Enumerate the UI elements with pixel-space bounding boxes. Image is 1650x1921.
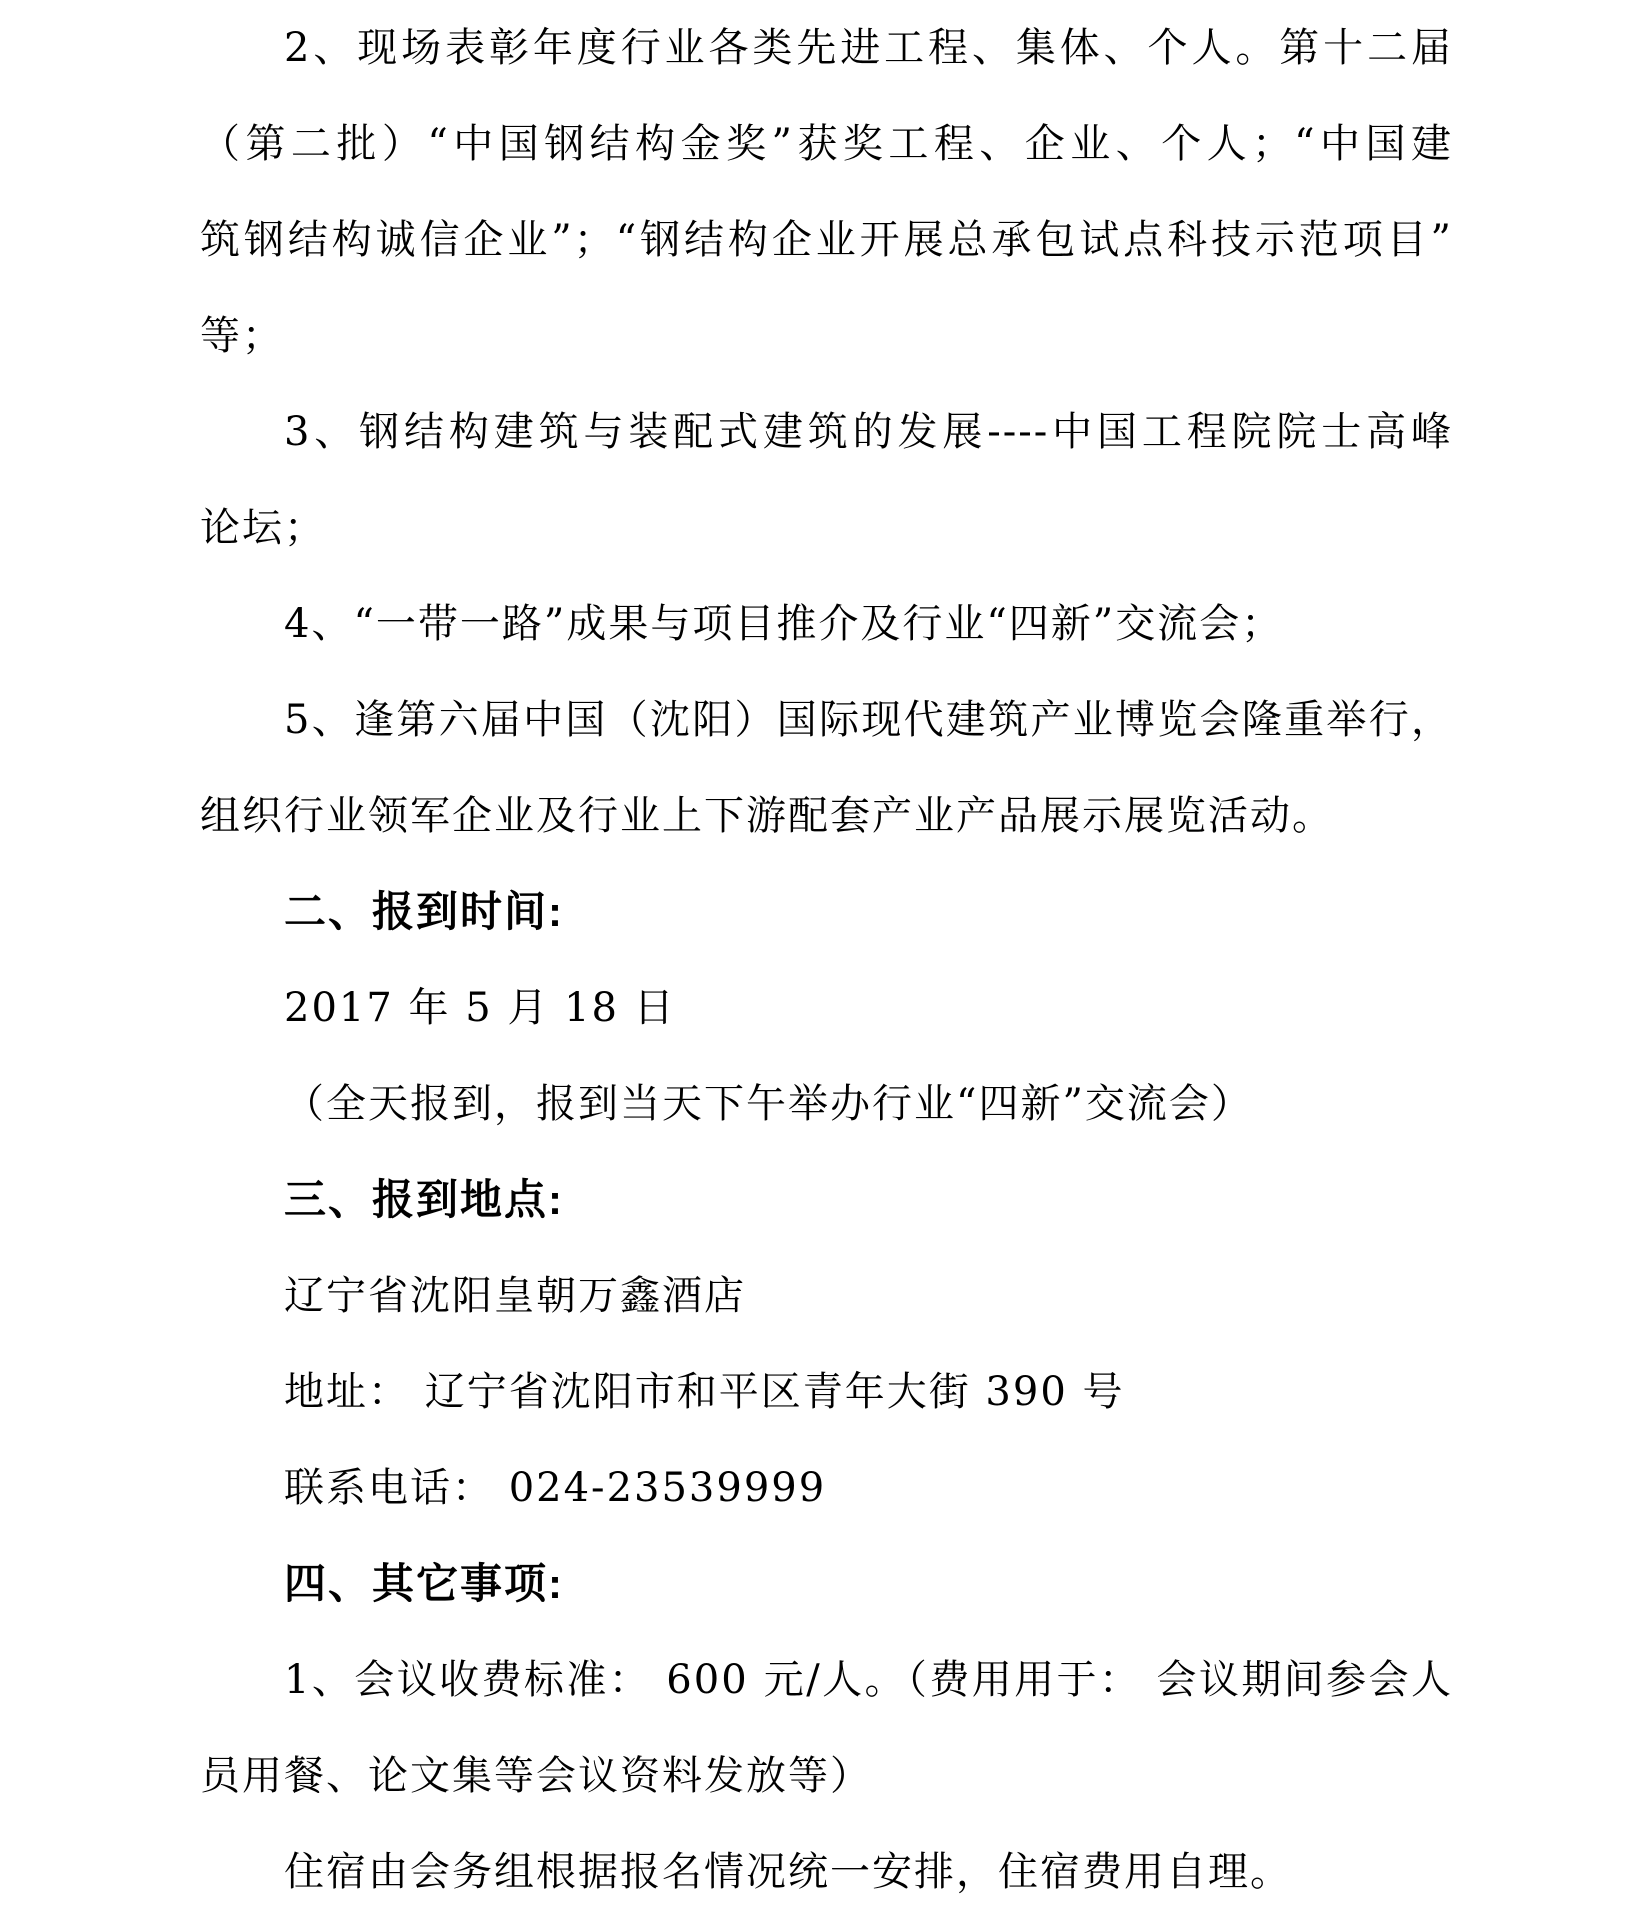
text-line: 员用餐、论文集等会议资料发放等）: [200, 1753, 872, 1799]
text-line: 组织行业领军企业及行业上下游配套产业产品展示展览活动。: [200, 793, 1334, 839]
text-line: 3、钢结构建筑与装配式建筑的发展----中国工程院院士高峰: [284, 409, 1453, 455]
text-line: 等；: [200, 313, 284, 359]
text-line: 辽宁省沈阳皇朝万鑫酒店: [284, 1273, 746, 1319]
text-line: 住宿由会务组根据报名情况统一安排，住宿费用自理。: [284, 1849, 1292, 1895]
text-line: （全天报到，报到当天下午举办行业“四新”交流会）: [284, 1081, 1253, 1127]
text-line: 论坛；: [200, 505, 326, 551]
text-line: 2、现场表彰年度行业各类先进工程、集体、个人。第十二届: [284, 25, 1453, 71]
text-line: 4、“一带一路”成果与项目推介及行业“四新”交流会；: [284, 601, 1284, 647]
text-line: 2017 年 5 月 18 日: [284, 985, 676, 1031]
text-line: （第二批）“中国钢结构金奖”获奖工程、企业、个人；“中国建: [200, 121, 1453, 167]
section-heading: 四、其它事项:: [284, 1560, 564, 1607]
document-body: [200, 0, 1453, 1920]
section-heading: 二、报到时间:: [284, 888, 564, 935]
text-line: 1、会议收费标准： 600 元/人。（费用用于： 会议期间参会人: [284, 1657, 1453, 1703]
text-line: 地址： 辽宁省沈阳市和平区青年大街 390 号: [284, 1369, 1125, 1415]
text-line: 联系电话： 024-23539999: [284, 1465, 827, 1511]
text-line: 5、逢第六届中国（沈阳）国际现代建筑产业博览会隆重举行，: [284, 697, 1453, 743]
text-line: 筑钢结构诚信企业”；“钢结构企业开展总承包试点科技示范项目”: [200, 217, 1453, 263]
section-heading: 三、报到地点:: [284, 1176, 564, 1223]
